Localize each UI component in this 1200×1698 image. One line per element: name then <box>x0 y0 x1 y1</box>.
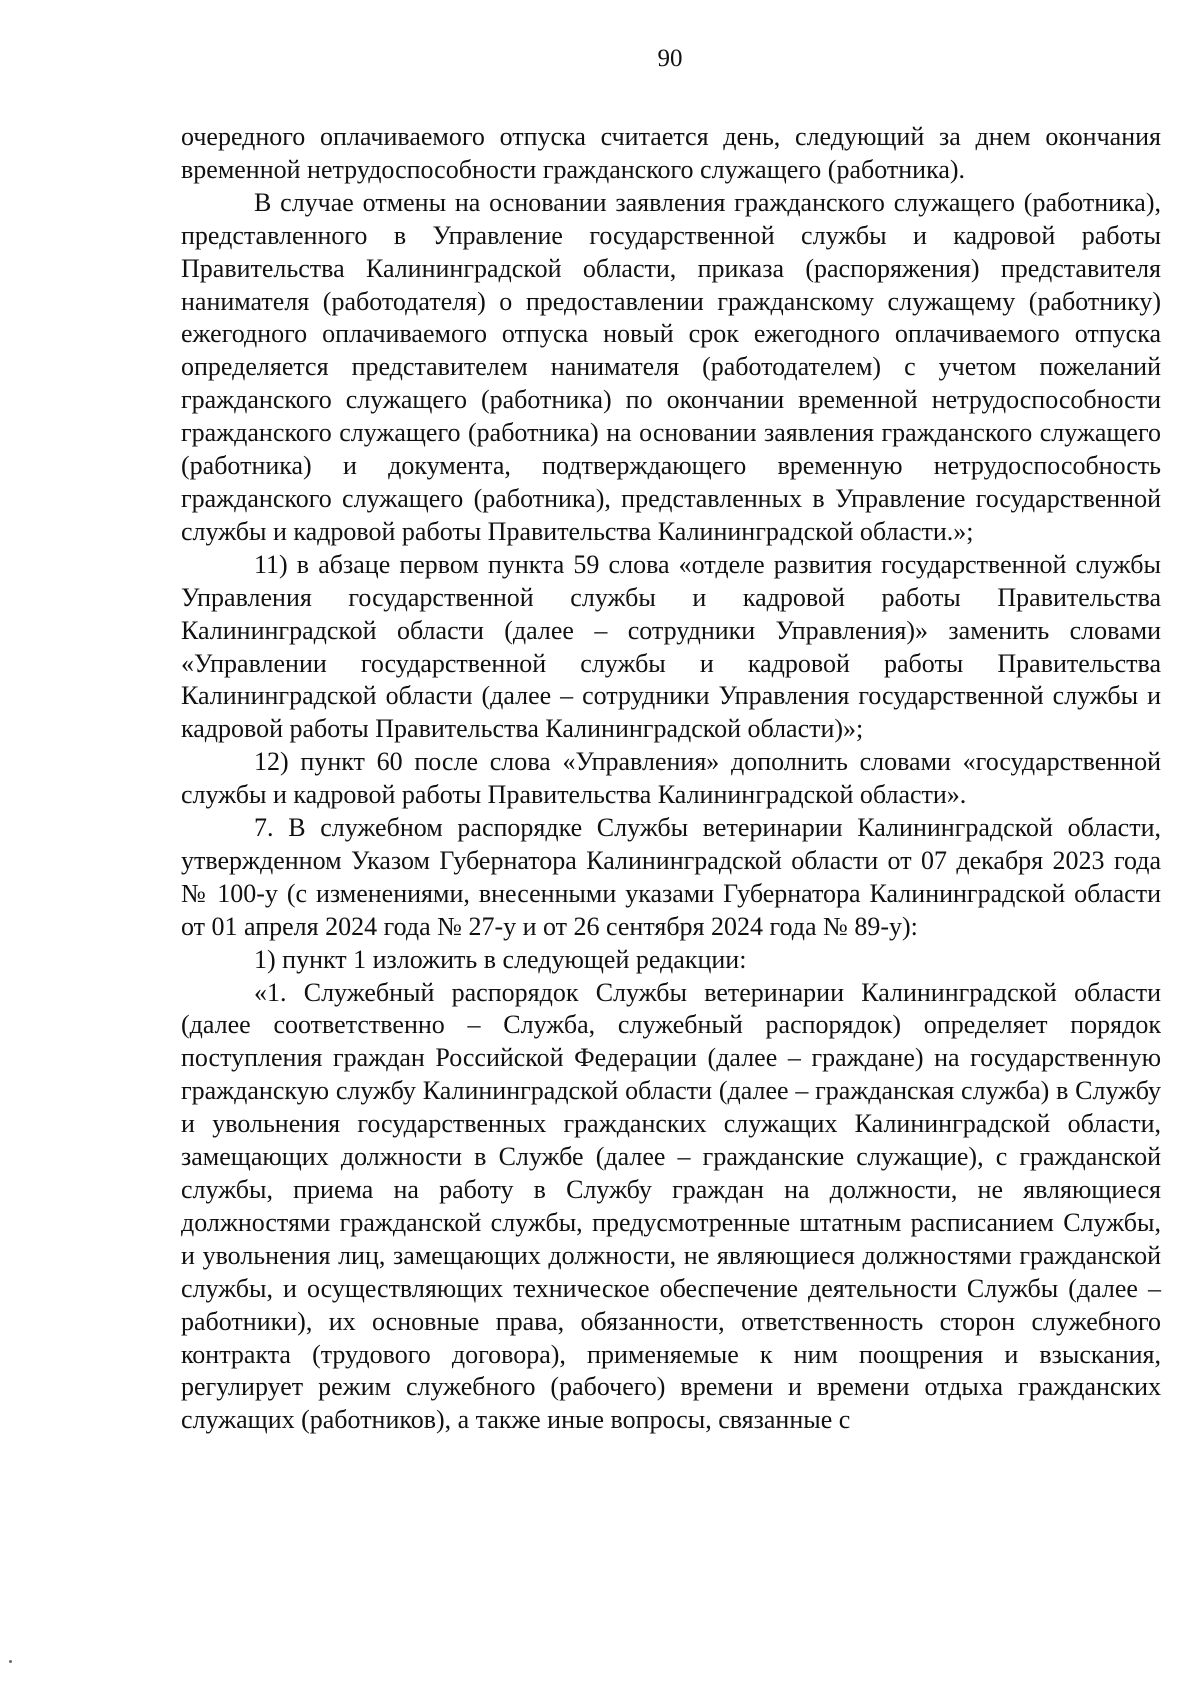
scan-speck <box>9 1660 12 1663</box>
paragraph-continuation: очередного оплачиваемого отпуска считается день, следующий за днем окончания временной нетрудоспособности гражданского служащего (работника). <box>181 122 1161 184</box>
page-number: 90 <box>657 45 683 72</box>
paragraph-item-1: 1) пункт 1 изложить в следующей редакции: <box>254 944 747 974</box>
paragraph-cancellation-case: В случае отмены на основании заявления гражданского служащего (работника), представленного в Управление государственной службы и кадровой работы Правительства Калининградской области, приказа (распоряжения) представителя нанимателя (работодателя) о предоставлении гражданскому служащему (работнику) ежегодного оплачиваемого отпуска новый срок ежегодного оплачиваемого отпуска определяется представителем нанимателя (работодателем) с учетом пожеланий гражданского служащего (работника) по окончании временной нетрудоспособности гражданского служащего (работника) на основании заявления гражданского служащего (работника) и документа, подтверждающего временную нетрудоспособность гражданского служащего (работника), представленных в Управление государственной службы и кадровой работы Правительства Калининградской области.»; <box>181 187 1161 546</box>
paragraph-item-12: 12) пункт 60 после слова «Управления» дополнить словами «государственной службы и кадровой работы Правительства Калининградской области». <box>181 747 1161 810</box>
paragraph-item-11: 11) в абзаце первом пункта 59 слова «отделе развития государственной службы Управления государственной службы и кадровой работы Правительства Калининградской области (далее – сотрудники Управления)» заменить словами «Управлении государственной службы и кадровой работы Правительства Калининградской области (далее – сотрудники Управления государственной службы и кадровой работы Правительства Калининградской области)»; <box>181 549 1161 744</box>
paragraph-quoted-clause-1: «1. Служебный распорядок Службы ветеринарии Калининградской области (далее соответственно – Служба, служебный распорядок) определяет порядок поступления граждан Российской Федерации (далее – граждане) на государственную гражданскую службу Калининградской области (далее – гражданская служба) в Службу и увольнения государственных гражданских служащих Калининградской области, замещающих должности в Службе (далее – гражданские служащие), с гражданской службы, приема на работу в Службу граждан на должности, не являющиеся должностями гражданской службы, предусмотренные штатным расписанием Службы, и увольнения лиц, замещающих должности, не являющиеся должностями гражданской службы, и осуществляющих техническое обеспечение деятельности Службы (далее – работники), их основные права, обязанности, ответственность сторон служебного контракта (трудового договора), применяемые к ним поощрения и взыскания, регулирует режим служебного (рабочего) времени и времени отдыха гражданских служащих (работников), а также иные вопросы, связанные с <box>181 977 1161 1435</box>
document-body <box>181 121 1161 1437</box>
paragraph-section-7: 7. В служебном распорядке Службы ветеринарии Калининградской области, утвержденном Указом Губернатора Калининградской области от 07 декабря 2023 года № 100-у (с изменениями, внесенными указами Губернатора Калининградской области от 01 апреля 2024 года № 27-у и от 26 сентября 2024 года № 89-у): <box>181 813 1161 941</box>
